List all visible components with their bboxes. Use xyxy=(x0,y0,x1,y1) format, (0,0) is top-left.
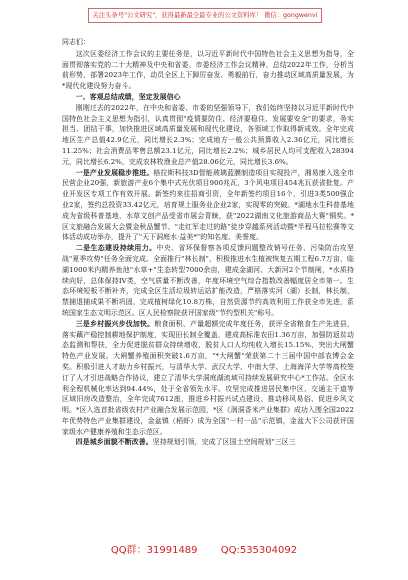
paragraph-lead: 二是生态建设持续用力。 xyxy=(75,244,157,253)
salutation: 同志们： xyxy=(62,38,90,46)
paragraph-text: 粮食面积、产量超额完成年度任务，获评全省粮食生产先进县，落实藕产稳控制耕地保护制度，实现田长制全覆盖，建成高标准农田1.36万亩，加强防返贫动态监测和帮扶，全力促进脱贫群众持续增收，脱贫人口人均纯收入增长15.15%，突出大闸蟹特色产业发展。大闸蟹养殖面积突破1.6万亩，"*大闸蟹"荣获第二十三届中国中部农博会金奖。积极引进人才助力乡村振兴，与清华大学、武汉大学、中南大学、上海海洋大学等高校签订了人才引进战略合作协议，建立了清华大学洞庭湖流域可持续发展研究中心*工作站。全区水利全程机械化率达到94.44%，处于全省领先水平。攻坚完成推进居民集中区、交通主干道等区域旧房改造整治，全年完成7612座，推进乡村振兴试点建设、推动移风易俗、促进乡风文明。*区入选首批省级农村产业融合发展示范园，*区《润洞香米产业集群》成功入围全国2022年优势特色产业集群建设，金盆镇（稻虾）成为全国"一村一品"示范镇，金盆大下公司获评国家级水产健康养殖和生态示范区。 xyxy=(62,319,354,436)
qq-text: QQ:535304092 xyxy=(220,545,298,556)
paragraph-text: 格拉斯科技3D智能玻璃蓝膜制造项目实现投产，湘易康入选全市民营企业20强，新旅游产业6个集中式光伏项目900兆瓦，3个风电项目454兆瓦获省批复。产业开发区专项工作有效开展。新签约来往招商引资，全年新签约项目16个，引进3类500强企业2家，签约总投资33.42亿元，培育规上服务业企业2家，实现零的突破。*湖地水生科普基地成为省级科普基地，水草文创产品受省市展会青睐，获"2022湖南文化旅游商品大赛"铜奖。*区文旅融合发展大会暨金秋品蟹节、"走红军走过的路"徒步穿越系列活动暨*半程马拉松赛等文体活动成功举办，提升了"天下洞庭水·益美*"的知名度、美誉度。 xyxy=(62,168,354,242)
paragraph-lead: 一是产业发展稳步推进。 xyxy=(75,168,154,177)
intro-paragraph: 这次区委经济工作会议的主要任务是，以习近平新时代中国特色社会主义思想为指导，全面贯彻落实党的二十大精神及中央和省委、市委经济工作会议精神，总结2022年工作，分析当前形势，部署2023年工作，动员全区上下踔厉奋发、勇毅前行，奋力推动区域高质量发展，为*现代化建设努力奋斗。 xyxy=(62,49,354,91)
section-heading: 一、客观总结成绩，坚定发展信心 xyxy=(75,92,181,101)
qq-group-text: QQ群：31991489 xyxy=(110,545,198,556)
paragraph-ecology xyxy=(62,243,354,319)
paragraph-lead: 四是城乡面貌不断改善。 xyxy=(75,438,153,447)
paragraph-rural xyxy=(62,319,354,438)
paragraph-text: 坚持规划引领，完成了区国土空间规划"三区三 xyxy=(152,438,296,447)
paragraph-industry xyxy=(62,168,354,244)
promo-banner: 关注头条号"公文研究"，获得最新最全最专业的公文资料库！ 微信：gongwenvi xyxy=(88,8,322,23)
summary-paragraph: 刚刚过去的2022年，在中央和省委、市委的坚强领导下，我们始终坚持以习近平新时代中国特色社会主义思想为指引，认真贯彻"疫情要防住、经济要稳住、发展要安全"的要求，务实担当、团结干事，加快推进区域高质量发展和现代化建设，各领域工作取得新成效。全年完成地区生产总值42.9亿元，同比增长2.3%；完成地方一般公共预算收入2.36亿元，同比增长11.25%；社会消费品零售总额23.1亿元，同比增长2.2%；城乡居民人均可支配收入28394元，同比增长6.2%，完成农林牧渔业总产值28.06亿元，同比增长3.6%。 xyxy=(62,103,354,166)
paragraph-urban xyxy=(62,437,354,448)
paragraph-text: 中央、省环保督察各项反馈问题整改销号任务、污染防治攻坚战"夏季攻势"任务全面完成。全面推行"林长制"，积极推进水生植被恢复五期工程6.7万亩，临湖1000米内精养鱼池"水草+"生态转型7000余亩，建成金湖河、大新河2个节制闸，*水质持续向好，总体保持IV类，空气质量不断改善，年度环境空气综合指数改善幅度居全市第一。生态环境短板不断补齐，完成全区生活垃圾转运站扩能改造，严格落实河（湖）长制，林长制，禁捕退捕成果不断巩固，完成植树绿化10.8万株，自然资源节约高效利用工作获全市先进，系统国家生态文明示范区。区人民检察院获评国家级"节约型机关"称号。 xyxy=(62,244,354,317)
paragraph-lead: 三是乡村振兴步伐加快。 xyxy=(75,319,155,328)
document-body xyxy=(62,37,354,448)
contact-footer xyxy=(0,544,408,558)
